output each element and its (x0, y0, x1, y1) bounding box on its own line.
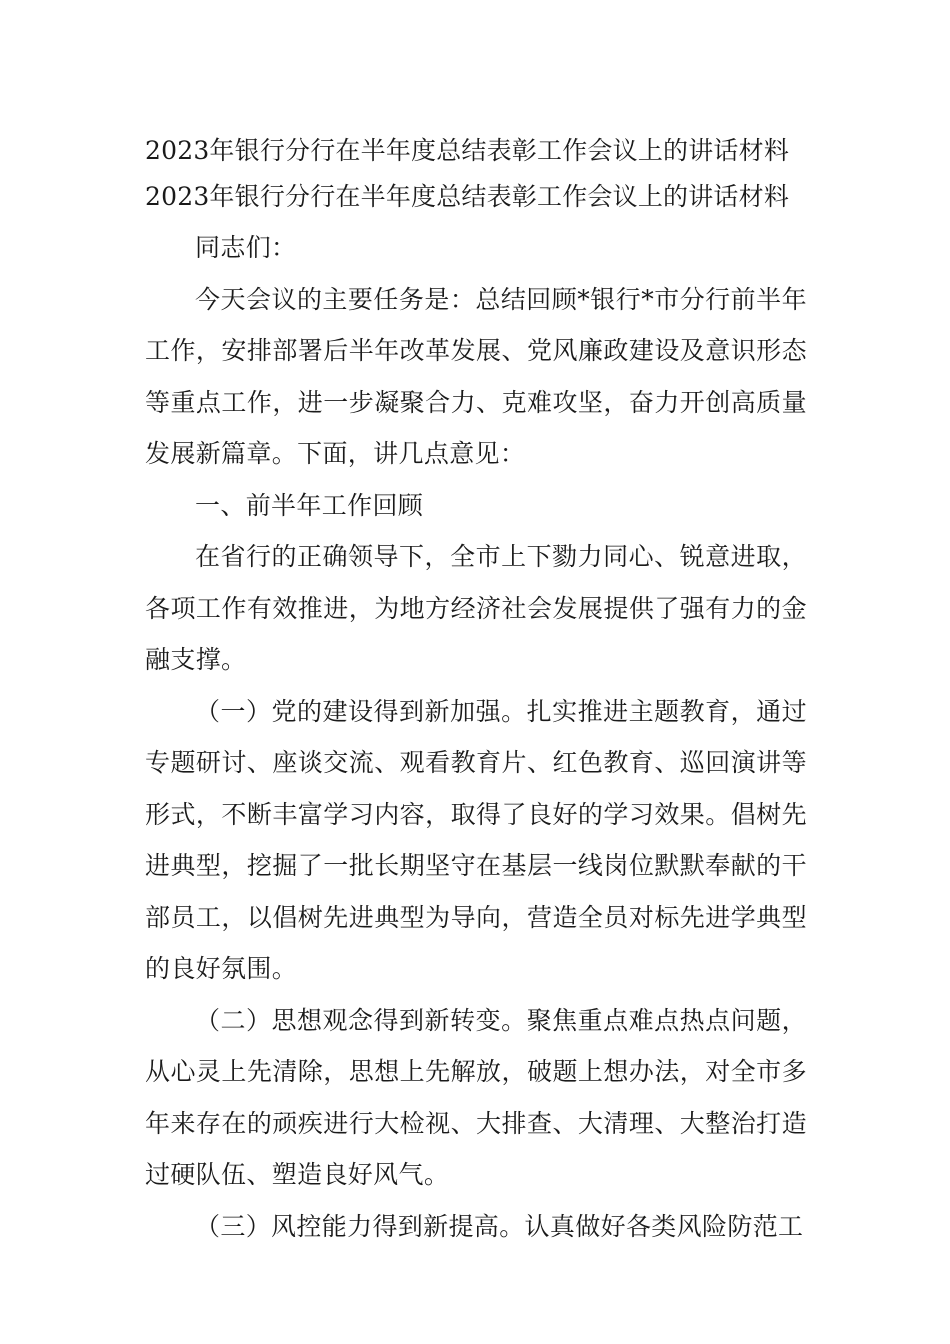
greeting: 同志们： (195, 233, 297, 262)
paragraph-mindset: （二）思想观念得到新转变。聚焦重点难点热点问题，从心灵上先清除，思想上先解放，破题上想办法，对全市多年来存在的顽疾进行大检视、大排查、大清理、大整治打造过硬队伍、塑造良好风气。 (145, 1005, 807, 1189)
paragraph-risk-control: （三）风控能力得到新提高。认真做好各类风险防范工 (195, 1211, 804, 1241)
section-heading: 一、前半年工作回顾 (195, 490, 424, 520)
document-title-repeat: 2023年银行分行在半年度总结表彰工作会议上的讲话材料 (145, 182, 790, 211)
paragraph-intro: 今天会议的主要任务是：总结回顾*银行*市分行前半年工作，安排部署后半年改革发展、党风廉政建设及意识形态等重点工作，进一步凝聚合力、克难攻坚，奋力开创高质量发展新篇章。下面，讲几点意见： (145, 284, 807, 468)
document-title: 2023年银行分行在半年度总结表彰工作会议上的讲话材料 (145, 136, 790, 165)
paragraph-party-building: （一）党的建设得到新加强。扎实推进主题教育，通过专题研讨、座谈交流、观看教育片、红色教育、巡回演讲等形式，不断丰富学习内容，取得了良好的学习效果。倡树先进典型，挖掘了一批长期坚守在基层一线岗位默默奉献的干部员工，以倡树先进典型为导向，营造全员对标先进学典型的良好氛围。 (145, 696, 807, 983)
document-body (145, 128, 807, 1252)
paragraph-overview: 在省行的正确领导下，全市上下勠力同心、锐意进取，各项工作有效推进，为地方经济社会发展提供了强有力的金融支撑。 (145, 542, 807, 674)
